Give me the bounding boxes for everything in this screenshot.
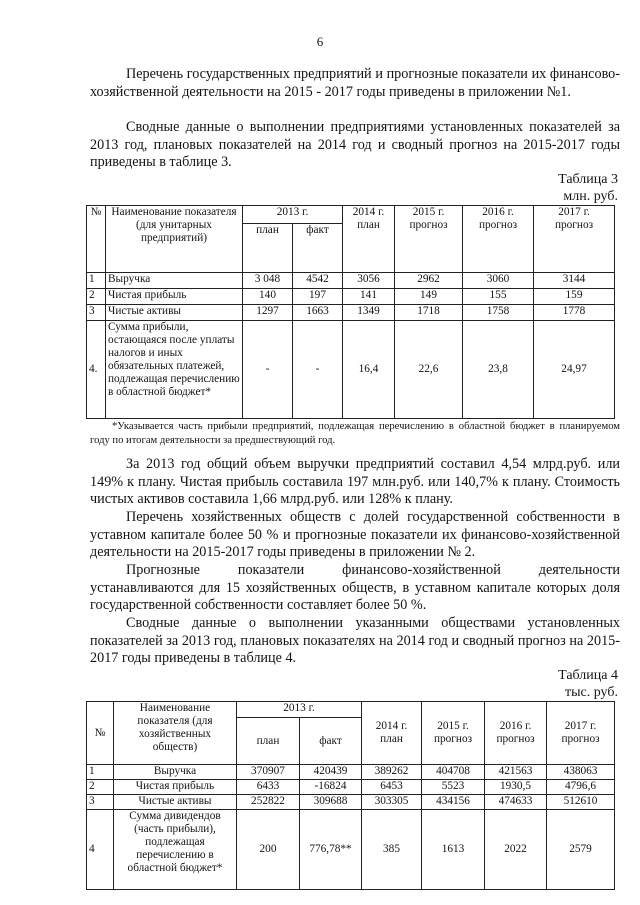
table-row: 3 Чистые активы 1297 1663 1349 1718 1758 1778 (87, 305, 615, 321)
table3-title: Таблица 3 (558, 172, 618, 187)
table4-col-2015: 2015 г. прогноз (422, 702, 485, 765)
table-row: 1 Выручка 370907 420439 389262 404708 421563 438063 (87, 765, 615, 780)
paragraph-annex-1: Перечень государственных предприятий и прогнозные показатели их финансово-хозяйственной деятельности на 2015 - 2017 годы приведены в приложении №1. (90, 66, 620, 100)
table3-units: млн. руб. (563, 189, 618, 204)
table3-col-num: № (87, 206, 106, 273)
table-row: 4 Сумма дивидендов (часть прибыли), подлежащая перечислению в областной бюджет* 200 776,78** 385 1613 2022 2579 (87, 810, 615, 890)
table4-col-plan: план (237, 718, 300, 765)
page-number: 6 (316, 34, 324, 49)
table-row: 1 Выручка 3 048 4542 3056 2962 3060 3144 (87, 273, 615, 289)
table3-caption (558, 171, 618, 205)
paragraph-annex-2: Перечень хозяйственных обществ с долей государственной собственности в уставном капитале более 50 % и прогнозные показатели их финансово-хозяйственной деятельности на 2015-2017 годы приведены в приложении № 2. (90, 509, 620, 560)
table4-units: тыс. руб. (565, 685, 618, 700)
table4-caption (558, 667, 618, 701)
table-row: 2 Чистая прибыль 140 197 141 149 155 159 (87, 289, 615, 305)
table4 (86, 701, 615, 890)
table3-col-fact: факт (293, 224, 343, 273)
table4-col-2013: 2013 г. (237, 702, 362, 718)
table4-col-2016: 2016 г. прогноз (485, 702, 547, 765)
table4-col-2014: 2014 г. план (362, 702, 422, 765)
table4-header-row (87, 702, 615, 718)
table4-title: Таблица 4 (558, 668, 618, 683)
paragraph-revenue-2013: За 2013 год общий объем выручки предприятий составил 4,54 млрд.руб. или 149% к плану. Чистая прибыль составила 197 млн.руб. или 140,7% к плану. Стоимость чистых активов составила 1,66 млрд.руб. или 128% к плану. (90, 456, 620, 507)
table4-col-name: Наименование показателя (для хозяйственных обществ) (114, 702, 237, 765)
table-row: 4. Сумма прибыли, остающаяся после уплаты налогов и иных обязательных платежей, подлежащая перечислению в областной бюджет* - - 16,4 22,6 23,8 24,97 (87, 321, 615, 419)
table-row: 2 Чистая прибыль 6433 -16824 6453 5523 1930,5 4796,6 (87, 780, 615, 795)
table-row: 3 Чистые активы 252822 309688 303305 434156 474633 512610 (87, 795, 615, 810)
table3-col-2016: 2016 г. прогноз (463, 206, 534, 273)
table4-col-num: № (87, 702, 114, 765)
table3-col-name: Наименование показателя (для унитарных предприятий) (106, 206, 243, 273)
table3-col-plan: план (243, 224, 293, 273)
table3-col-2015: 2015 г. прогноз (395, 206, 463, 273)
table3-col-2014: 2014 г. план (343, 206, 395, 273)
table4-col-fact: факт (300, 718, 362, 765)
table3-header-row (87, 206, 615, 224)
table3-col-2017: 2017 г. прогноз (534, 206, 615, 273)
paragraph-table4-intro: Сводные данные о выполнении указанными обществами установленных показателей за 2013 год, плановых показателях на 2014 год и сводный прогноз на 2015-2017 годы приведены в таблице 4. (90, 615, 620, 666)
paragraph-forecast-15: Прогнозные показатели финансово-хозяйственной деятельности устанавливаются для 15 хозяйственных обществ, в уставном капитале которых доля государственной собственности составляет более 50 %. (90, 562, 620, 613)
table3 (86, 205, 615, 419)
table4-col-2017: 2017 г. прогноз (547, 702, 615, 765)
table3-footnote: *Указывается часть прибыли предприятий, подлежащая перечислению в областной бюджет в планируемом году по итогам деятельности за предшествующий год. (90, 421, 620, 446)
table3-col-2013: 2013 г. (243, 206, 343, 224)
paragraph-table3-intro: Сводные данные о выполнении предприятиями установленных показателей за 2013 год, плановых показателей на 2014 год и сводный прогноз на 2015-2017 годы приведены в таблице 3. (90, 119, 620, 170)
